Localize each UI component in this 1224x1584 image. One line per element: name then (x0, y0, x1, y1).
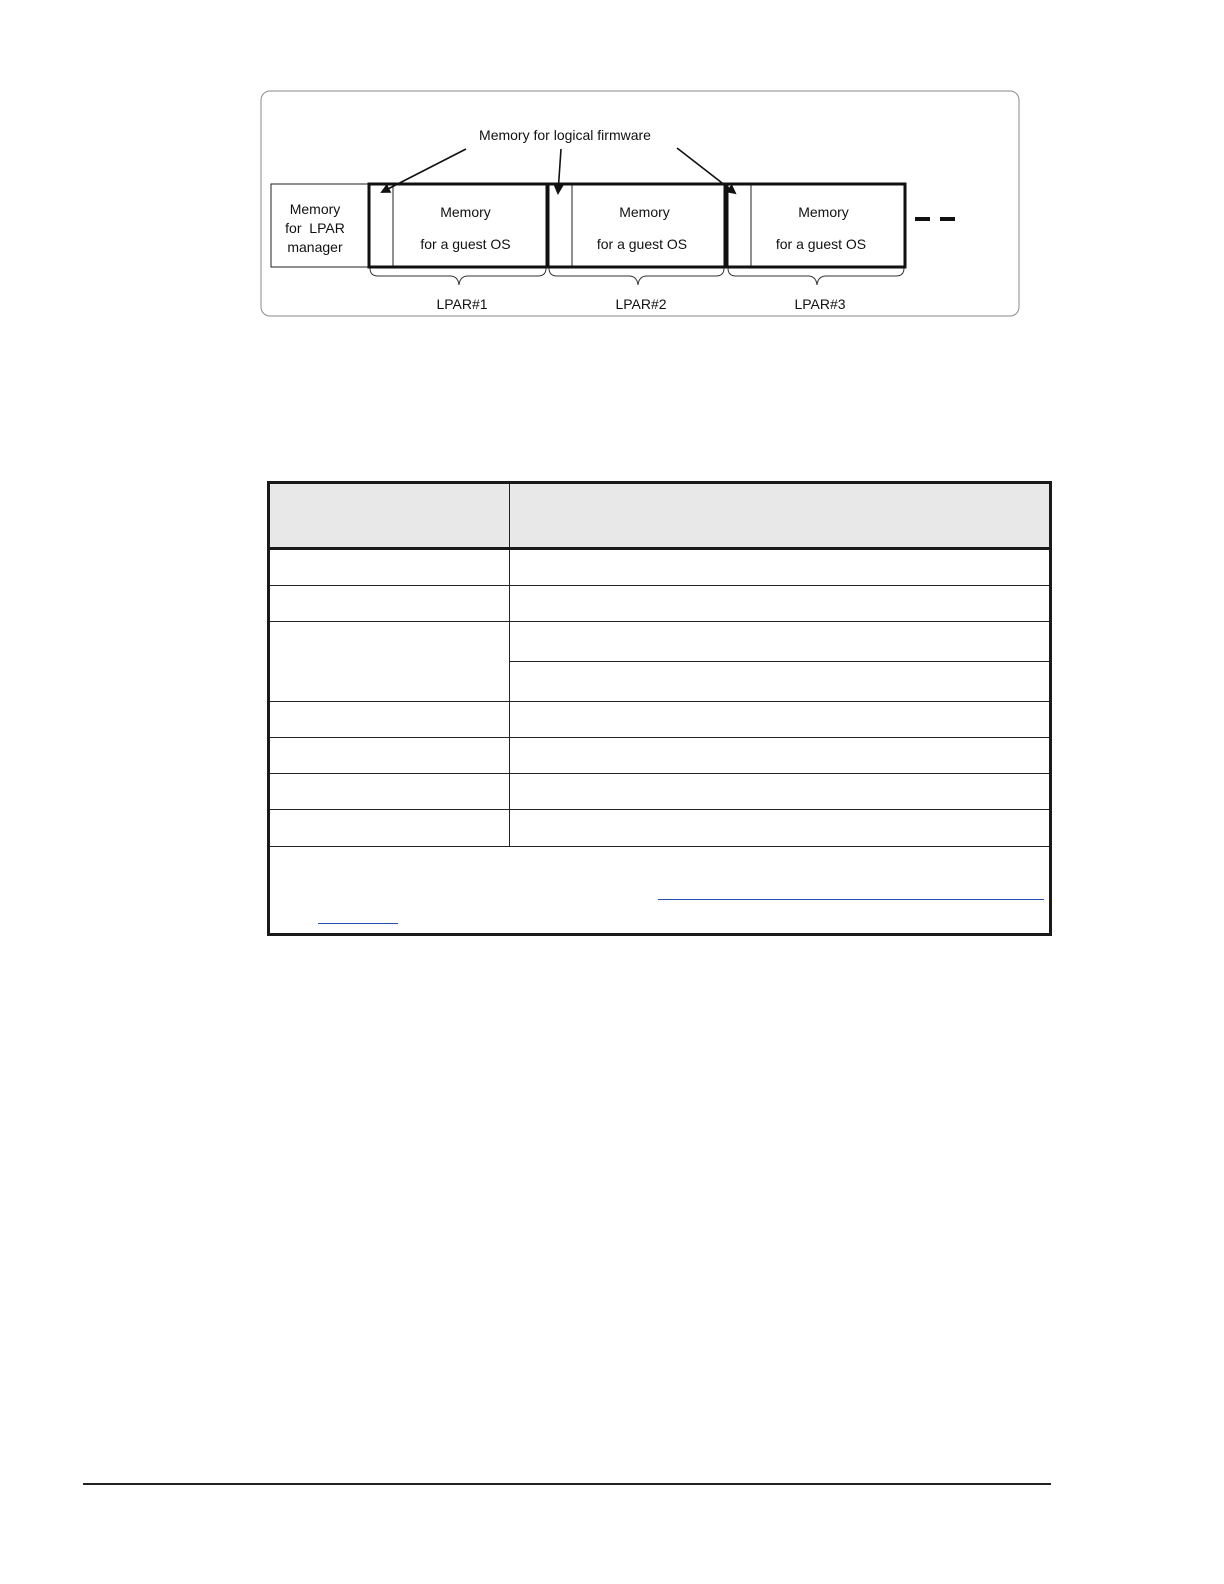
table-cell (270, 622, 510, 701)
lpar2-os-label-line1: Memory (619, 204, 670, 220)
table-cell (510, 702, 1049, 737)
table-header-row (270, 484, 1049, 550)
lpar3-label: LPAR#3 (794, 296, 846, 312)
manager-label-line2: for LPAR (285, 220, 345, 236)
lpar1-box (369, 184, 547, 267)
lpar2-os-label-line2: for a guest OS (596, 236, 688, 252)
lpar1-os-label-line1: Memory (440, 204, 491, 220)
manager-label-line3: manager (287, 239, 343, 255)
table-header-cell (510, 484, 1049, 547)
table-row (270, 738, 1049, 774)
table-row (270, 810, 1049, 847)
table-cell (510, 810, 1049, 846)
footnote-link-underline[interactable] (318, 923, 398, 924)
table-row (270, 702, 1049, 738)
lpar1-os-label-line2: for a guest OS (420, 236, 511, 252)
table-cell (270, 702, 510, 737)
specification-table (267, 481, 1052, 936)
table-row (270, 586, 1049, 622)
table-cell (510, 622, 1049, 662)
table-cell (510, 774, 1049, 809)
table-cell (510, 550, 1049, 585)
memory-layout-diagram (0, 0, 1224, 340)
table-cell (270, 738, 510, 773)
lpar1-label: LPAR#1 (436, 296, 488, 312)
footnote-link-underline[interactable] (658, 899, 1044, 900)
table-cell (510, 738, 1049, 773)
table-header-cell (270, 484, 510, 547)
lpar3-box (727, 184, 905, 267)
diagram-graphics (0, 0, 1224, 340)
footer-rule (83, 1483, 1051, 1485)
lpar3-os-label-line1: Memory (798, 204, 849, 220)
table-row (270, 622, 1049, 702)
table-footnote (270, 847, 1049, 933)
table-cell (270, 810, 510, 846)
table-row (270, 774, 1049, 810)
firmware-memory-label: Memory for logical firmware (479, 127, 651, 143)
lpar2-label: LPAR#2 (615, 296, 667, 312)
table-cell (510, 586, 1049, 621)
lpar2-box (548, 184, 725, 267)
table-cell (510, 662, 1049, 701)
manager-label-line1: Memory (289, 201, 341, 217)
table-cell (270, 774, 510, 809)
lpar3-os-label-line2: for a guest OS (775, 236, 867, 252)
table-cell (270, 586, 510, 621)
table-row (270, 550, 1049, 586)
table-cell (270, 550, 510, 585)
